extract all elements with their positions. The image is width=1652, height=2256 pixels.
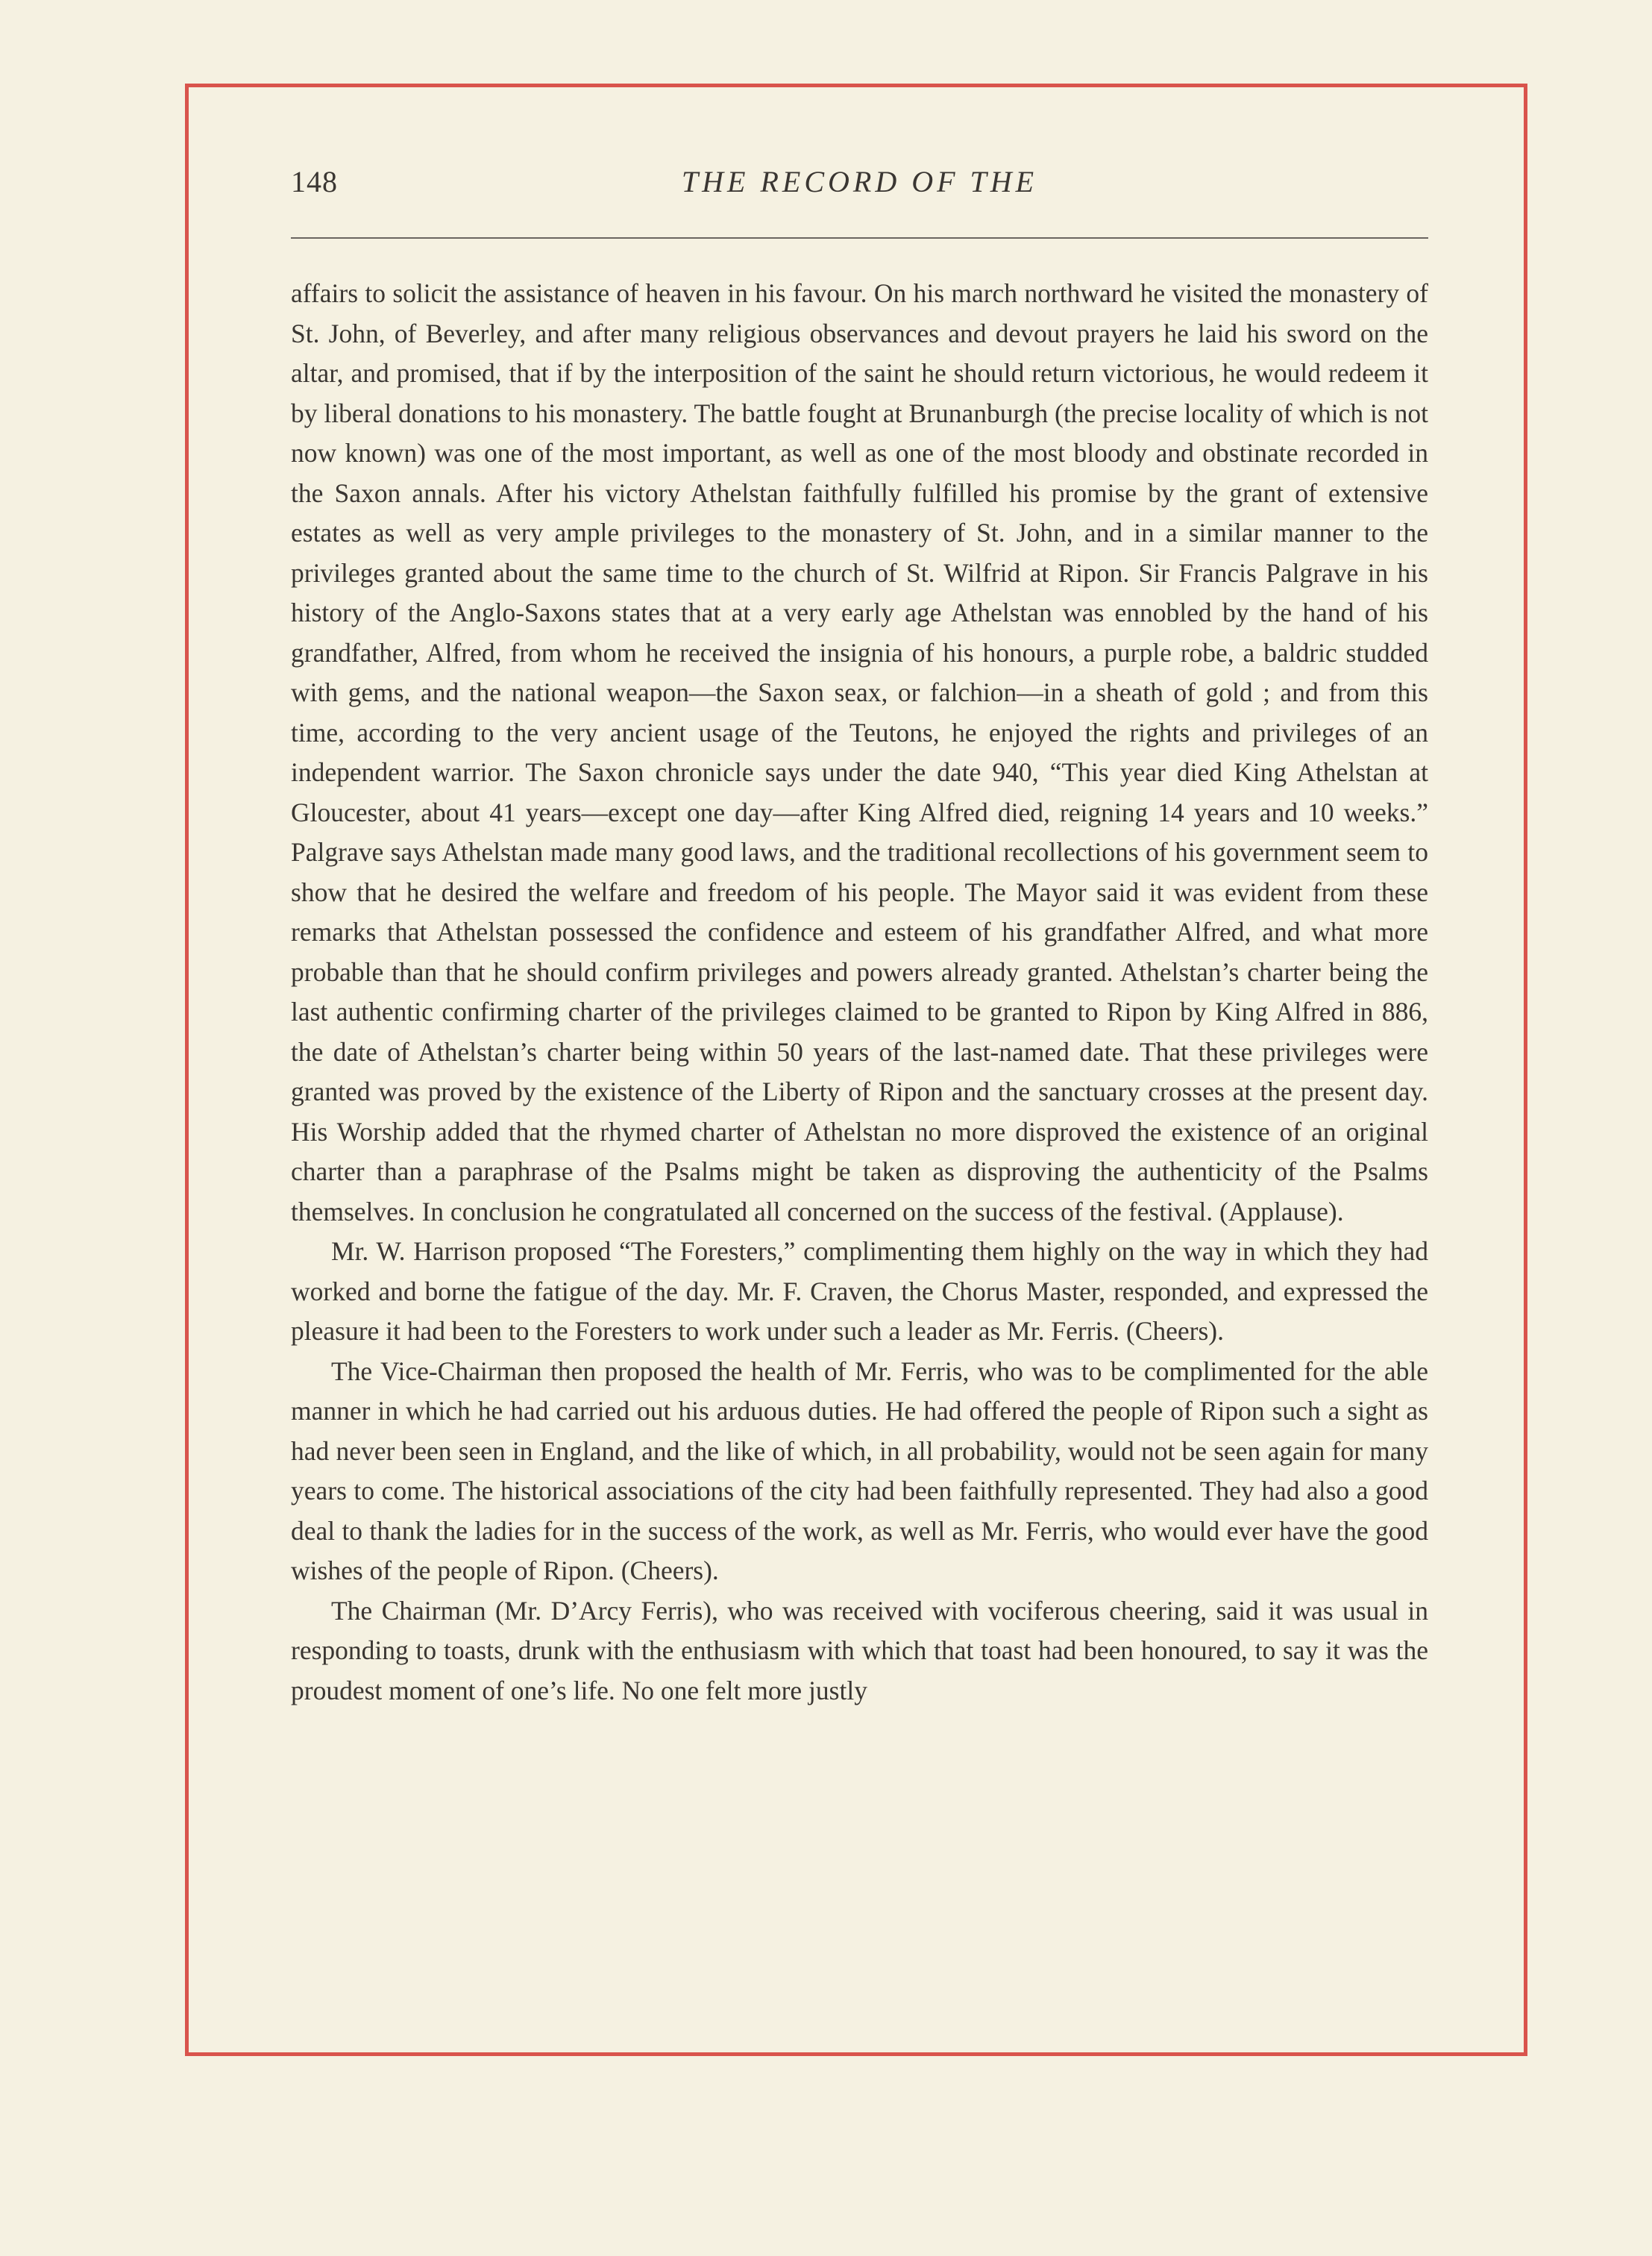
body-text bbox=[291, 274, 1428, 1711]
page-number: 148 bbox=[291, 165, 338, 198]
paragraph: Mr. W. Harrison proposed “The Foresters,” complimenting them highly on the way in which they had worked and borne the fatigue of the day. Mr. F. Craven, the Chorus Master, responded, and expressed the pleasure it had been to the Foresters to work under such a leader as Mr. Ferris. (Cheers). bbox=[291, 1236, 1428, 1346]
header-rule bbox=[291, 237, 1428, 239]
paragraph: The Vice-Chairman then proposed the health of Mr. Ferris, who was to be complimented for the able manner in which he had carried out his arduous duties. He had offered the people of Ripon such a sight as had never been seen in England, and the like of which, in all probability, would not be seen again for many years to come. The historical associations of the city had been faithfully represented. They had also a good deal to thank the ladies for in the success of the work, as well as Mr. Ferris, who would ever have the good wishes of the people of Ripon. (Cheers). bbox=[291, 1356, 1428, 1585]
paragraph-continued: affairs to solicit the assistance of heaven in his favour. On his march northward he visited the monastery of St. John, of Beverley, and after many religious observances and devout prayers he laid his sword on the altar, and promised, that if by the interposition of the saint he should return victorious, he would redeem it by liberal donations to his monastery. The battle fought at Brunanburgh (the precise locality of which is not now known) was one of the most important, as well as one of the most bloody and obstinate recorded in the Saxon annals. After his victory Athelstan faithfully fulfilled his promise by the grant of extensive estates as well as very ample privileges to the monastery of St. John, and in a similar manner to the privileges granted about the same time to the church of St. Wilfrid at Ripon. Sir Francis Palgrave in his history of the Anglo-Saxons states that at a very early age Athelstan was ennobled by the hand of his grandfather, Alfred, from whom he received the insignia of his honours, a purple robe, a baldric studded with gems, and the national weapon—the Saxon seax, or falchion—in a sheath of gold ; and from this time, according to the very ancient usage of the Teutons, he enjoyed the rights and privileges of an independent warrior. The Saxon chronicle says under the date 940, “This year died King Athelstan at Gloucester, about 41 years—except one day—after King Alfred died, reigning 14 years and 10 weeks.” Palgrave says Athelstan made many good laws, and the traditional recollections of his government seem to show that he desired the welfare and freedom of his people. The Mayor said it was evident from these remarks that Athelstan possessed the confidence and esteem of his grandfather Alfred, and what more probable than that he should confirm privileges and powers already granted. Athelstan’s charter being the last authentic confirming charter of the privileges claimed to be granted to Ripon by King Alfred in 886, the date of Athelstan’s charter being within 50 years of the last-named date. That these privileges were granted was proved by the existence of the Liberty of Ripon and the sanctuary crosses at the present day. His Worship added that the rhymed charter of Athelstan no more disproved the existence of an original charter than a paraphrase of the Psalms might be taken as disproving the authenticity of the Psalms themselves. In conclusion he congratulated all concerned on the success of the festival. (Applause). bbox=[291, 278, 1428, 1226]
running-title: THE RECORD OF THE bbox=[681, 165, 1038, 198]
page-header bbox=[291, 163, 1428, 210]
paragraph: The Chairman (Mr. D’Arcy Ferris), who was received with vociferous cheering, said it was usual in responding to toasts, drunk with the enthusiasm with which that toast had been honoured, to say it was the proudest moment of one’s life. No one felt more justly bbox=[291, 1595, 1428, 1705]
